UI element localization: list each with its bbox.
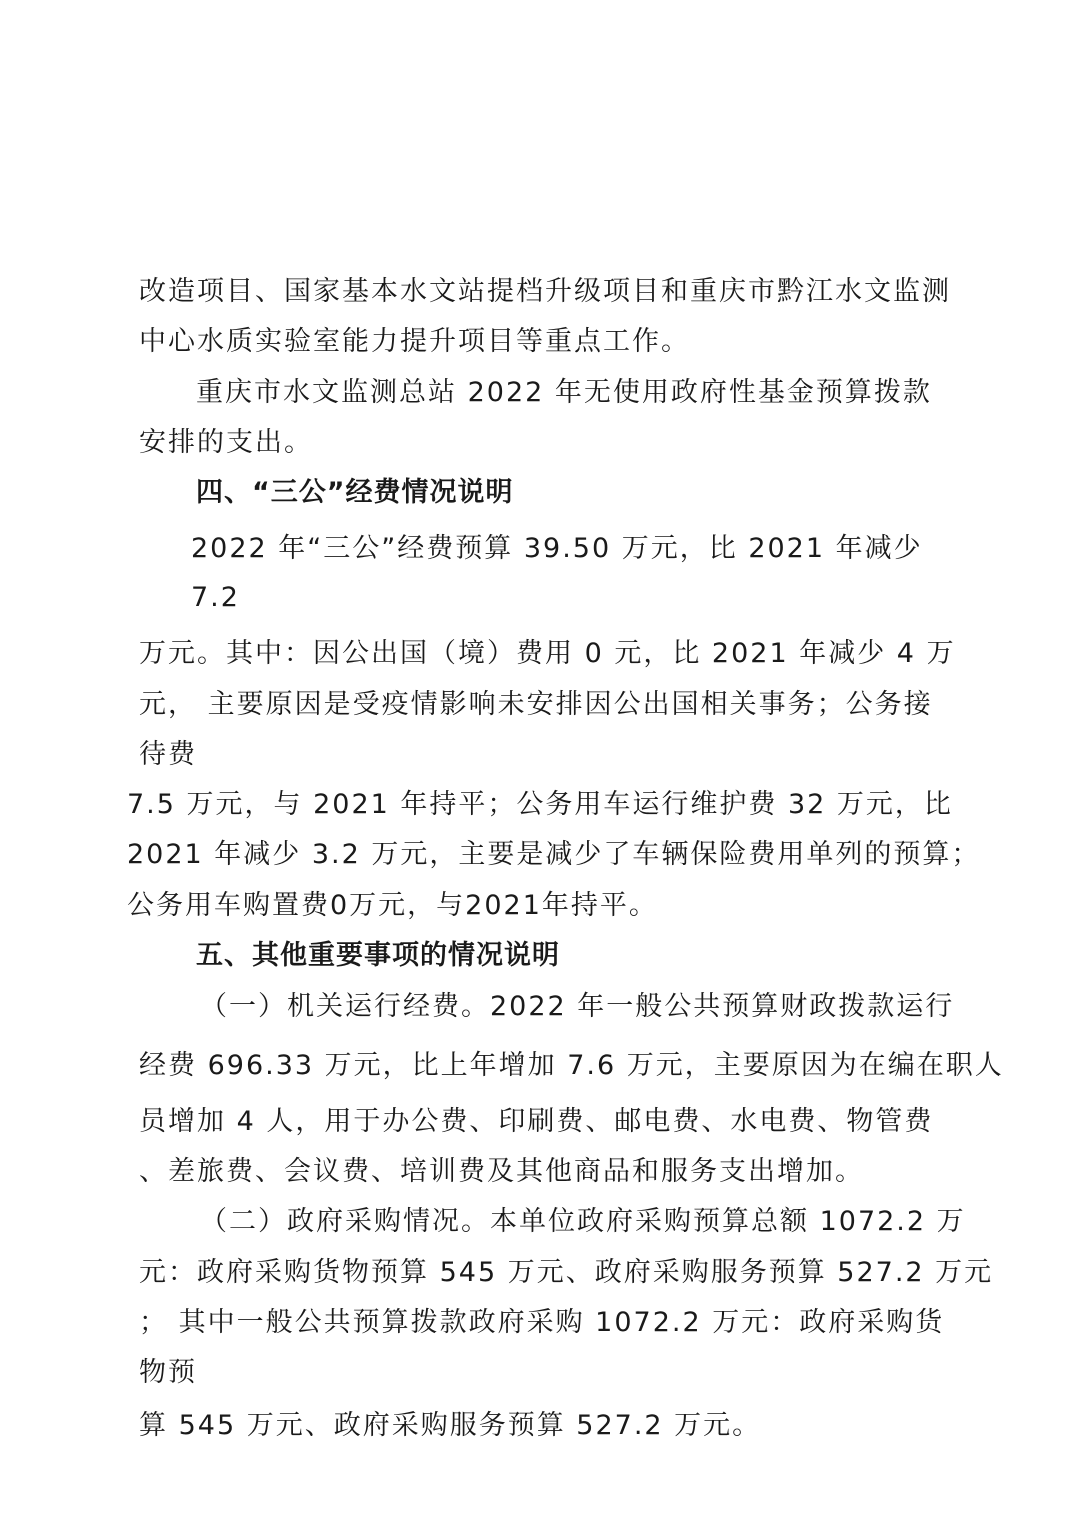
paragraph-line: 万元。其中：因公出国（境）费用 0 元，比 2021 年减少 4 万 — [139, 638, 956, 669]
paragraph-line: 2022 年“三公”经费预算 39.50 万元，比 2021 年减少 — [191, 533, 923, 564]
paragraph-line: 中心水质实验室能力提升项目等重点工作。 — [139, 326, 690, 357]
paragraph-line: 、差旅费、会议费、培训费及其他商品和服务支出增加。 — [139, 1156, 864, 1187]
paragraph-line: （一）机关运行经费。2022 年一般公共预算财政拨款运行 — [200, 991, 955, 1022]
paragraph-line: 算 545 万元、政府采购服务预算 527.2 万元。 — [139, 1410, 762, 1441]
paragraph-line: 元， 主要原因是受疫情影响未安排因公出国相关事务；公务接 — [139, 689, 933, 720]
paragraph-line: 物预 — [139, 1357, 197, 1388]
paragraph-line: 员增加 4 人，用于办公费、印刷费、邮电费、水电费、物管费 — [139, 1106, 934, 1137]
paragraph-line: 重庆市水文监测总站 2022 年无使用政府性基金预算拨款 — [196, 377, 932, 408]
paragraph-line: 改造项目、国家基本水文站提档升级项目和重庆市黔江水文监测 — [139, 276, 951, 307]
paragraph-line: 待费 — [139, 739, 197, 770]
paragraph-line: 7.2 — [191, 582, 240, 613]
paragraph-line: 经费 696.33 万元，比上年增加 7.6 万元，主要原因为在编在职人 — [139, 1050, 1004, 1081]
paragraph-line: 2021 年减少 3.2 万元，主要是减少了车辆保险费用单列的预算； — [127, 839, 981, 870]
paragraph-line: ； 其中一般公共预算拨款政府采购 1072.2 万元：政府采购货 — [139, 1307, 945, 1338]
paragraph-line: 安排的支出。 — [139, 427, 313, 458]
paragraph-line: （二）政府采购情况。本单位政府采购预算总额 1072.2 万 — [200, 1206, 966, 1237]
paragraph-line: 公务用车购置费0万元，与2021年持平。 — [127, 890, 658, 921]
section-heading-three-public-expenses: 四、“三公”经费情况说明 — [196, 477, 514, 508]
paragraph-line: 元：政府采购货物预算 545 万元、政府采购服务预算 527.2 万元 — [139, 1257, 994, 1288]
paragraph-line: 7.5 万元，与 2021 年持平；公务用车运行维护费 32 万元，比 — [127, 789, 953, 820]
section-heading-other-matters: 五、其他重要事项的情况说明 — [196, 940, 560, 971]
